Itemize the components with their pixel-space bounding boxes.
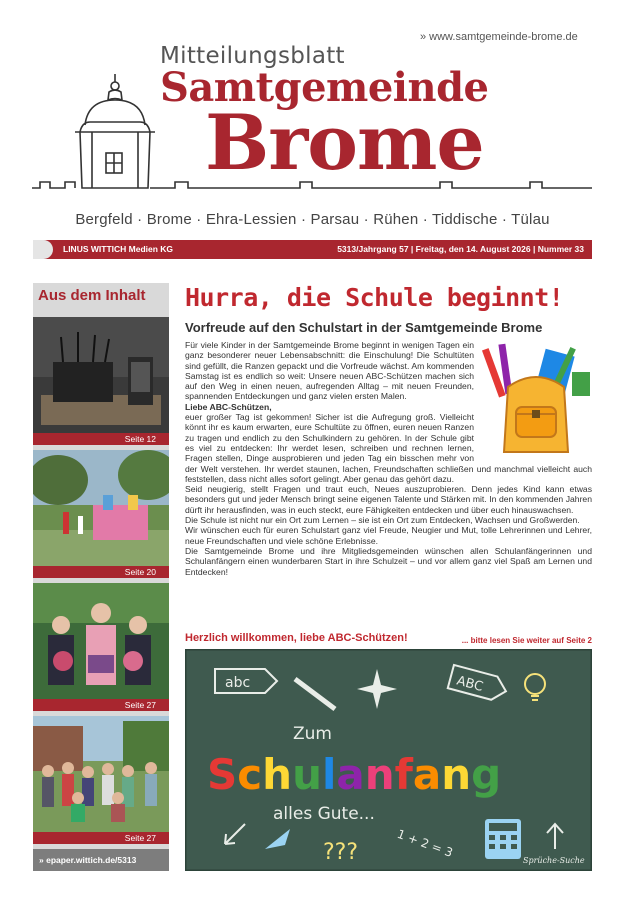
- board-line3: alles Gute...: [273, 804, 375, 824]
- math-equation: 1 + 2 = 3: [395, 826, 455, 860]
- page-ref: Seite 20: [33, 566, 169, 578]
- photo-three-women-icon: [33, 583, 169, 699]
- masthead-title-line1: Samtgemeinde: [160, 64, 489, 111]
- masthead-title-line2: Brome: [205, 98, 484, 187]
- chalkboard-image: [185, 649, 592, 871]
- welcome-line: Herzlich willkommen, liebe ABC-Schützen!: [185, 632, 408, 644]
- contents-item-3[interactable]: [33, 583, 169, 711]
- website-url[interactable]: » www.samtgemeinde-brome.de: [420, 31, 578, 43]
- tag-left-text: abc: [225, 675, 251, 691]
- village-list: Bergfeld · Brome · Ehra-Lessien · Parsau · Rühen · Tiddische · Tülau: [75, 211, 550, 228]
- tag-right-text: ABC: [455, 673, 485, 695]
- contents-item-4[interactable]: [33, 716, 169, 844]
- article-subhead: Vorfreude auf den Schulstart in der Samtgemeinde Brome: [185, 320, 543, 335]
- photo-equipment-icon: [33, 317, 169, 433]
- question-marks: ???: [323, 840, 359, 865]
- article-headline: Hurra, die Schule beginnt!: [185, 283, 564, 312]
- paragraph-5: Wir wünschen euch für euren Schulstart ganz viel Freude, Neugier und Mut, tolle Lehrerinnen und Lehrer, neue Freundschaften und viele schöne Erlebnisse.: [185, 525, 592, 546]
- continue-link[interactable]: ... bitte lesen Sie weiter auf Seite 2: [461, 636, 592, 645]
- paragraph-3: Seid neugierig, stellt Fragen und traut euch, Neues auszuprobieren. Denn jedes Kind kann etwas besonders gut und jeder Mensch bringt seine eigenen Talente und Stärken mit. In den kommenden Jahren dürft ihr herausfinden, was in euch steckt, eure Fähigkeiten entdecken und über euch hinauswachsen.: [185, 484, 592, 515]
- paragraph-2-title: Liebe ABC-Schützen,: [185, 401, 272, 412]
- paragraph-2: euer großer Tag ist gekommen! Sicher ist die Aufregung groß. Vielleicht könnt ihr es kaum erwarten, eure Schultüte zu öffnen, euren neuen Ranzen zu tragen und endlich zu den Schulkindern zu gehören. In der Schule gibt es viel zu entdecken: Ihr werdet lesen, schreiben und rechnen lernen, Fragen stellen, Dinge ausprobieren und jeden Tag ein bisschen mehr von der Welt verstehen. Ihr werdet staunen, lachen, Freundschaften schließen und manchmal vielleicht auch feststellen, dass nicht alles sofort gelingt. Aber genau das gehört dazu.: [185, 412, 592, 484]
- publisher-name: LINUS WITTICH Medien KG: [63, 244, 174, 254]
- board-line1: Zum: [293, 724, 332, 744]
- board-line2: Schulanfang: [207, 750, 502, 799]
- masthead-label: Mitteilungsblatt: [160, 43, 345, 69]
- school-backpack-icon: [480, 342, 592, 460]
- page-ref: Seite 27: [33, 832, 169, 844]
- sidebar-title: Aus dem Inhalt: [38, 287, 146, 304]
- photo-group-icon: [33, 716, 169, 832]
- contents-item-2[interactable]: [33, 450, 169, 578]
- issue-info: 5313/Jahrgang 57 | Freitag, den 14. August 2026 | Nummer 33: [337, 244, 584, 254]
- masthead: [0, 0, 625, 200]
- paragraph-6: Die Samtgemeinde Brome und ihre Mitgliedsgemeinden wünschen allen Schulanfängerinnen und Schulanfängern einen wunderbaren Start in ihre Schulzeit – und vor allem ganz viel Spaß am Lernen und Entdecken!: [185, 545, 592, 577]
- page-ref: Seite 27: [33, 699, 169, 711]
- article-body: [185, 340, 592, 577]
- page-ref: Seite 12: [33, 433, 169, 445]
- paragraph-4: Die Schule ist nicht nur ein Ort zum Lernen – sie ist ein Ort zum Entdecken, Wachsen und Großwerden.: [185, 515, 580, 526]
- contents-item-1[interactable]: [33, 317, 169, 445]
- issue-bar: [33, 240, 592, 259]
- epaper-link[interactable]: » epaper.wittich.de/5313: [33, 849, 169, 871]
- page-curl-decoration: [33, 240, 53, 259]
- image-credit: Sprüche-Suche: [523, 856, 585, 865]
- photo-bouncy-castle-icon: [33, 450, 169, 566]
- paragraph-1: Für viele Kinder in der Samtgemeinde Brome beginnt in wenigen Tagen ein ganz besonderer neuer Lebensabschnitt: die Einschulung! Die Schultüten sind gefüllt, die Ranzen gepackt und die Vorfreude wächst. Am kommenden Samstag ist es endlich so weit: Unsere neuen ABC-Schützen machen sich auf den Weg in einen neuen, aufregenden Alltag – mit neuen Freunden, spannenden Entdeckungen und ganz vielen ersten Malen.: [185, 340, 474, 402]
- contents-sidebar: [33, 283, 169, 871]
